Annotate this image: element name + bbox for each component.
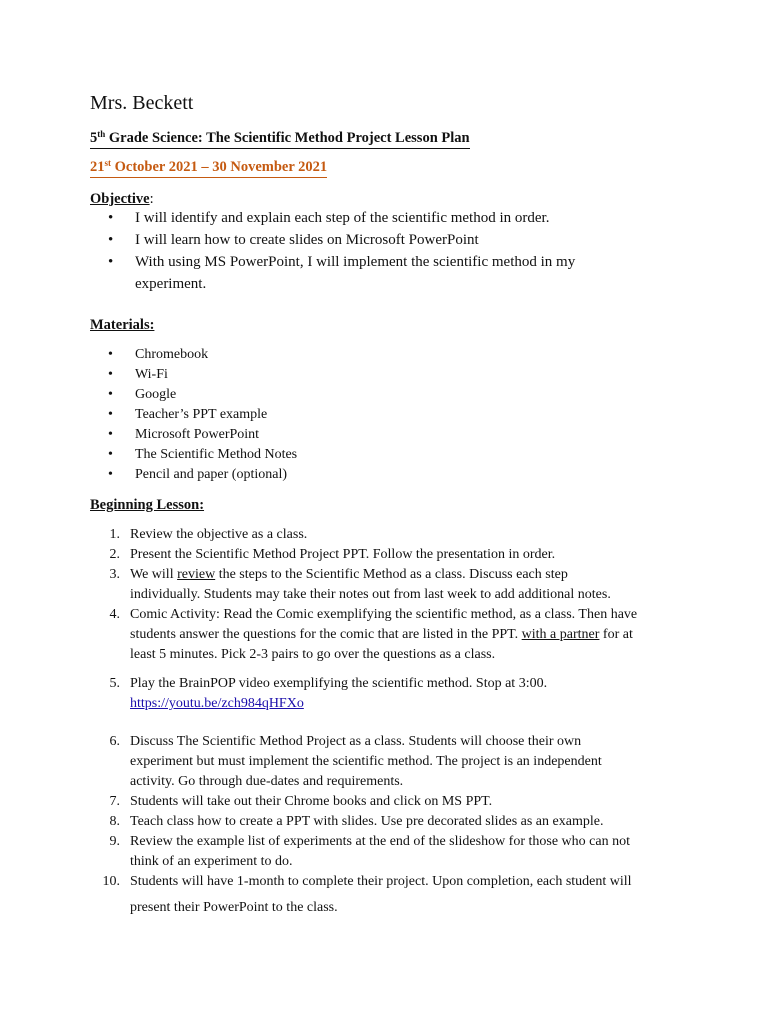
material-item: • Pencil and paper (optional): [108, 465, 297, 485]
step-text: experiment but must implement the scientific method. The project is an independent: [130, 754, 602, 769]
objective-item: • I will learn how to create slides on Microsoft PowerPoint: [108, 229, 575, 251]
step-text-part: students answer the questions for the comic that are listed in the PPT.: [130, 627, 522, 642]
step-number: 10.: [102, 874, 120, 889]
step-number: 2.: [109, 547, 120, 562]
step-number: 8.: [109, 814, 120, 829]
lesson-step: [92, 525, 692, 545]
objective-item-text: With using MS PowerPoint, I will implement the scientific method in my: [135, 254, 576, 270]
step-text-part: the steps to the Scientific Method as a class. Discuss each step: [215, 567, 568, 582]
step-text: Comic Activity: Read the Comic exemplifying the scientific method, as a class. Then have: [130, 607, 638, 622]
title-text: Grade Science: The Scientific Method Project Lesson Plan: [105, 130, 470, 146]
lesson-step: [92, 565, 692, 605]
step-number: 3.: [109, 567, 120, 582]
lesson-step: [92, 605, 692, 665]
material-item: • Chromebook: [108, 345, 297, 365]
material-item: • Microsoft PowerPoint: [108, 425, 297, 445]
objective-heading: [90, 191, 154, 208]
step-text: Discuss The Scientific Method Project as a class. Students will choose their own: [130, 734, 582, 749]
brainpop-video-link[interactable]: https://youtu.be/zch984qHFXo: [130, 696, 304, 711]
step-number: 7.: [109, 794, 120, 809]
step-text: [130, 625, 692, 645]
objective-heading-label: Objective: [90, 191, 150, 207]
materials-list: [108, 345, 297, 485]
step-text-part: We will: [130, 567, 178, 582]
date-range: [90, 159, 327, 178]
step-text-part: for at: [599, 627, 633, 642]
step-text: think of an experiment to do.: [130, 854, 293, 869]
underlined-with-a-partner: with a partner: [521, 627, 600, 642]
underlined-review: review: [177, 567, 216, 582]
step-text: Review the objective as a class.: [130, 527, 308, 542]
materials-heading: [90, 317, 154, 334]
step-number: 6.: [109, 734, 120, 749]
step-text: Review the example list of experiments at the end of the slideshow for those who can not: [130, 834, 630, 849]
step-link-line: [130, 694, 692, 714]
step-text: individually. Students may take their notes out from last week to add additional notes.: [130, 587, 611, 602]
title-grade-suffix: th: [97, 129, 106, 139]
author-name: Mrs. Beckett: [90, 92, 194, 114]
lesson-step: [92, 812, 692, 832]
lesson-step: [92, 832, 692, 872]
step-number: 4.: [109, 607, 120, 622]
material-item: • Teacher’s PPT example: [108, 405, 297, 425]
beginning-lesson-heading: [90, 497, 204, 514]
step-number: 5.: [109, 676, 120, 691]
step-text: Present the Scientific Method Project PPT. Follow the presentation in order.: [130, 547, 556, 562]
lesson-step: [92, 545, 692, 565]
lesson-step: [92, 872, 692, 918]
material-item: • The Scientific Method Notes: [108, 445, 297, 465]
step-text: activity. Go through due-dates and requirements.: [130, 774, 404, 789]
step-text: least 5 minutes. Pick 2-3 pairs to go over the questions as a class.: [130, 647, 496, 662]
date-start-day: 21: [90, 159, 105, 175]
step-number: 9.: [109, 834, 120, 849]
title-grade-number: 5: [90, 130, 98, 146]
beginning-lesson-heading-label: Beginning Lesson:: [90, 497, 205, 513]
material-item: • Wi-Fi: [108, 365, 297, 385]
materials-heading-label: Materials:: [90, 317, 155, 333]
objective-item: [108, 251, 575, 295]
objective-item-continuation: experiment.: [135, 276, 207, 292]
lesson-title: [90, 130, 470, 149]
step-text: Students will have 1-month to complete their project. Upon completion, each student will: [130, 874, 632, 889]
date-start-suffix: st: [104, 158, 111, 168]
step-number: 1.: [109, 527, 120, 542]
lesson-steps: [92, 525, 692, 918]
step-text: present their PowerPoint to the class.: [130, 900, 338, 915]
objective-heading-colon: :: [149, 191, 154, 207]
date-range-text: October 2021 – 30 November 2021: [111, 159, 328, 175]
material-item: • Google: [108, 385, 297, 405]
lesson-step: [92, 792, 692, 812]
step-text: Teach class how to create a PPT with slides. Use pre decorated slides as an example.: [130, 814, 604, 829]
step-text: Students will take out their Chrome books and click on MS PPT.: [130, 794, 493, 809]
objective-list: [108, 207, 575, 295]
step-text: Play the BrainPOP video exemplifying the scientific method. Stop at 3:00.: [130, 676, 548, 691]
step-text: [130, 565, 692, 585]
lesson-step: [92, 674, 692, 714]
lesson-step: [92, 732, 692, 792]
objective-item: • I will identify and explain each step of the scientific method in order.: [108, 207, 575, 229]
